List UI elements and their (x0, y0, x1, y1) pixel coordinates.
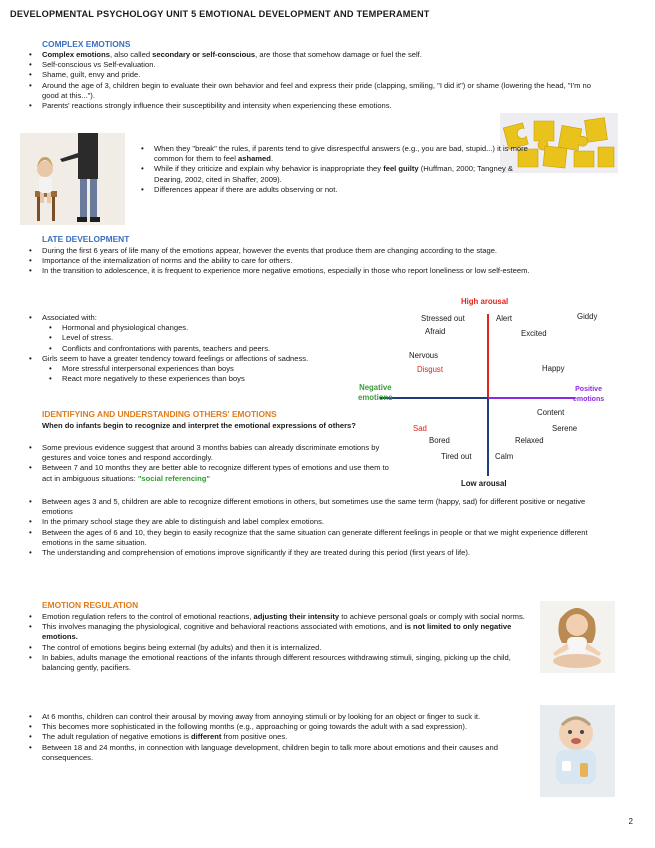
list-item: • Associated with: (26, 313, 396, 323)
complex-emotions-list (26, 50, 606, 111)
emotion-label: Afraid (425, 327, 446, 336)
page-title: DEVELOPMENTAL PSYCHOLOGY UNIT 5 EMOTIONAL DEVELOPMENT AND TEMPERAMENT (10, 9, 430, 19)
list-item: • The understanding and comprehension of emotions improve significantly if they are treated during this period (first years of life). (26, 548, 616, 558)
high-arousal-label: High arousal (461, 297, 509, 306)
emotion-label: Calm (495, 452, 514, 461)
emotion-label: Giddy (577, 312, 598, 321)
list-item: • Between the ages of 6 and 10, they begin to easily recognize that the same situation can generate different feelings in people or that we might experience different emotions in the same situation. (26, 528, 616, 548)
list-item: • This becomes more sophisticated in the following months (e.g., approaching or going towards the adult with a sad expression). (26, 722, 544, 732)
page-number: 2 (628, 817, 633, 826)
emotion-label: Content (537, 408, 565, 417)
emotion-label: Sad (413, 424, 427, 433)
list-item: • Conflicts and confrontations with parents, teachers and peers. (26, 344, 396, 354)
section-title-identifying-emotions: IDENTIFYING AND UNDERSTANDING OTHERS' EMOTIONS (42, 409, 277, 419)
crying-baby-photo (540, 705, 615, 797)
child-scolded-photo (20, 133, 125, 225)
section-title-complex-emotions: COMPLEX EMOTIONS (42, 39, 131, 49)
list-item: • Between 18 and 24 months, in connection with language development, children begin to talk more about emotions and their causes and consequences. (26, 743, 544, 763)
list-item: • Emotion regulation refers to the control of emotional reactions, adjusting their intensity to achieve personal goals or comply with social norms. (26, 612, 536, 622)
emotion-label: Tired out (441, 452, 472, 461)
emotion-label: Nervous (409, 351, 439, 360)
emotion-label: Disgust (417, 365, 443, 374)
section-title-emotion-regulation: EMOTION REGULATION (42, 600, 139, 610)
list-item: • This involves managing the physiological, cognitive and behavioral reactions associated with emotions, and is not limited to only negative emotions. (26, 622, 536, 642)
list-item: • While if they criticize and explain why behavior is inappropriate they feel guilty (Huffman, 2000; Tangney & Dearing, 2002, cited in Shaffer, 2009). (138, 164, 528, 184)
emotion-label: Stressed out (421, 314, 465, 323)
identify-list-2 (26, 497, 616, 558)
list-item: • Between 7 and 10 months they are better able to recognize different types of emotions and use them to act in ambiguous situations: "social referencing" (26, 463, 401, 483)
late-development-list (26, 246, 614, 277)
list-item: • At 6 months, children can control their arousal by moving away from annoying stimuli or by looking for an object or finger to suck it. (26, 712, 544, 722)
list-item: • Differences appear if there are adults observing or not. (138, 185, 528, 195)
list-item: • Some previous evidence suggest that around 3 months babies can already discriminate emotions by gestures and voice tones and respond accordingly. (26, 443, 401, 463)
emotion-label: Relaxed (515, 436, 544, 445)
low-arousal-label: Low arousal (461, 479, 507, 488)
list-item: • Complex emotions, also called secondary or self-conscious, are those that somehow damage or fuel the self. (26, 50, 606, 60)
list-item: • React more negatively to these experiences than boys (26, 374, 396, 384)
list-item: • In the transition to adolescence, it is frequent to experience more negative emotions, especially in those who report loneliness or low self-esteem. (26, 266, 562, 276)
list-item: • When they "break" the rules, if parents tend to give disrespectful answers (e.g., you are bad, stupid...) it is more common for them to feel ashamed. (138, 144, 528, 164)
list-item: • During the first 6 years of life many of the emotions appear, however the events that produce them are changing according to the stage. (26, 246, 614, 256)
list-item: • Importance of the internalization of norms and the ability to care for others. (26, 256, 614, 266)
parents-reaction-list (138, 144, 528, 195)
regulation-list-2 (26, 712, 544, 763)
late-development-list-2 (26, 313, 396, 384)
emotion-label: Bored (429, 436, 450, 445)
identify-list-1 (26, 443, 401, 484)
emotion-label: Alert (496, 314, 513, 323)
positive-emotions-label: Positive emotions (573, 386, 605, 403)
list-item: • The control of emotions begins being external (by adults) and then it is internalized. (26, 643, 536, 653)
list-item: • The adult regulation of negative emotions is different from positive ones. (26, 732, 544, 742)
list-item: • Around the age of 3, children begin to evaluate their own behavior and feel and express their pride (clapping, smiling, "I did it") or shame (lowering the head, "I'm no good at this..."). (26, 81, 606, 101)
emotion-label: Happy (542, 364, 565, 373)
list-item: • Hormonal and physiological changes. (26, 323, 396, 333)
list-item: • Parents' reactions strongly influence their susceptibility and intensity when experiencing these emotions. (26, 101, 512, 111)
list-item: • Level of stress. (26, 333, 396, 343)
section-title-late-development: LATE DEVELOPMENT (42, 234, 130, 244)
list-item: • In the primary school stage they are able to distinguish and label complex emotions. (26, 517, 616, 527)
list-item: • Shame, guilt, envy and pride. (26, 70, 606, 80)
list-item: • More stressful interpersonal experiences than boys (26, 364, 396, 374)
list-item: • Girls seem to have a greater tendency toward feelings or affections of sadness. (26, 354, 396, 364)
emotion-label: Excited (521, 329, 547, 338)
list-item: • In babies, adults manage the emotional reactions of the infants through different resources withdrawing stimuli, singing, picking up the child, balancing gently, pacifiers. (26, 653, 536, 673)
emotion-label: Serene (552, 424, 578, 433)
list-item: • Self-conscious vs Self-evaluation. (26, 60, 606, 70)
identify-question: When do infants begin to recognize and interpret the emotional expressions of others? (42, 421, 356, 430)
regulation-list-1 (26, 612, 536, 673)
meditating-child-photo (540, 601, 615, 673)
list-item: • Between ages 3 and 5, children are able to recognize different emotions in others, but sometimes use the same term (happy, sad) for different positive or negative emotions (26, 497, 616, 517)
negative-emotions-label: Negative emotions (358, 383, 393, 402)
